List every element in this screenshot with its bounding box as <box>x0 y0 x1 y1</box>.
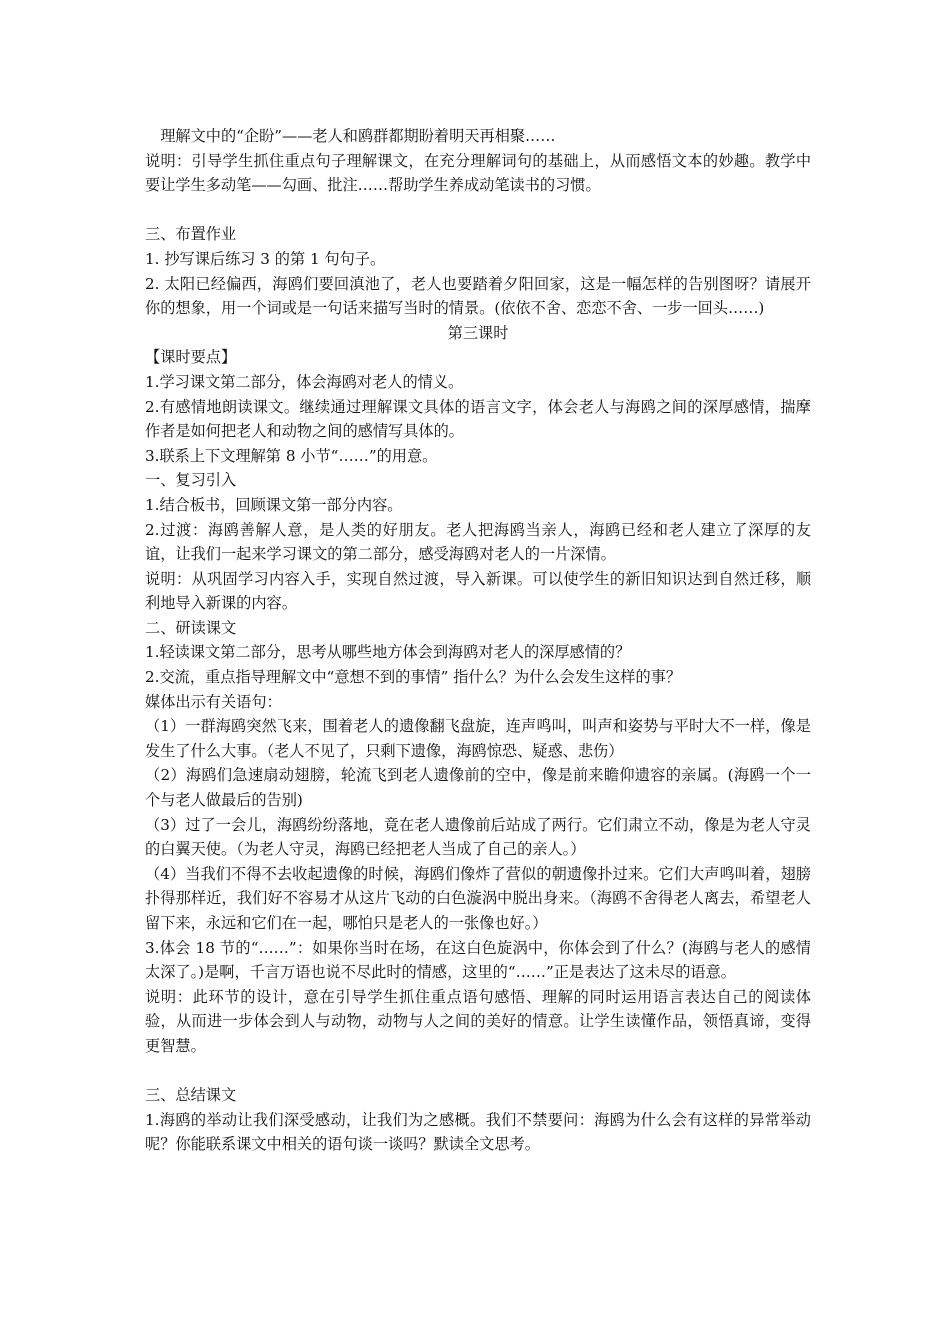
list-item: 1. 抄写课后练习 3 的第 1 句句子。 <box>145 249 386 268</box>
list-item: 2.过渡：海鸥善解人意，是人类的好朋友。老人把海鸥当亲人，海鸥已经和老人建立了深厚的友谊，让我们一起来学习课文的第二部分，感受海鸥对老人的一片深情。 <box>145 520 811 564</box>
list-item: 2.交流，重点指导理解文中“意想不到的事情” 指什么？为什么会发生这样的事？ <box>145 668 682 687</box>
list-item: 3.体会 18 节的“……”：如果你当时在场，在这白色旋涡中，你体会到了什么？(海鸥与老人的感情太深了。)是啊，千言万语也说不尽此时的情感，这里的“……”正是表达了这未尽的语意。 <box>145 938 811 982</box>
list-item: 2. 太阳已经偏西，海鸥们要回滇池了，老人也要踏着夕阳回家，这是一幅怎样的告别图呀？请展开你的想象，用一个词或是一句话来描写当时的情景。(依依不舍、恋恋不舍、一步一回头……) <box>145 274 811 318</box>
paragraph: 说明：此环节的设计，意在引导学生抓住重点语句感悟、理解的同时运用语言表达自己的阅读体验，从而进一步体会到人与动物，动物与人之间的美好的情意。让学生读懂作品，领悟真谛，变得更智慧。 <box>145 987 811 1055</box>
quoted-sentence: （3）过了一会儿，海鸥纷纷落地，竟在老人遗像前后站成了两行。它们肃立不动，像是为老人守灵的白翼天使。（为老人守灵，海鸥已经把老人当成了自己的亲人。） <box>145 815 811 859</box>
document-page <box>145 124 811 1157</box>
list-item: 1.海鸥的举动让我们深受感动，让我们为之感概。我们不禁要问：海鸥为什么会有这样的异常举动呢？你能联系课文中相关的语句谈一谈吗？默读全文思考。 <box>145 1110 811 1154</box>
section-heading: 三、布置作业 <box>145 225 237 244</box>
quoted-sentence: （1）一群海鸥突然飞来，围着老人的遗像翻飞盘旋，连声鸣叫，叫声和姿势与平时大不一样，像是发生了什么大事。（老人不见了，只剩下遗像，海鸥惊恐、疑惑、悲伤） <box>145 717 811 760</box>
section-heading: 【课时要点】 <box>145 348 237 367</box>
lesson-title: 第三课时 <box>447 323 509 342</box>
blank-line <box>145 1059 811 1084</box>
blank-line <box>145 198 811 223</box>
section-heading: 一、复习引入 <box>145 471 237 490</box>
paragraph: 理解文中的“企盼”——老人和鸥群都期盼着明天再相聚…… <box>160 127 556 145</box>
section-heading: 二、研读课文 <box>145 618 237 637</box>
paragraph: 说明：从巩固学习内容入手，实现自然过渡，导入新课。可以使学生的新旧知识达到自然迁移，顺利地导入新课的内容。 <box>145 569 811 613</box>
quoted-sentence: （4）当我们不得不去收起遗像的时候，海鸥们像炸了营似的朝遗像扑过来。它们大声鸣叫着，翅膀扑得那样近，我们好不容易才从这片飞动的白色漩涡中脱出身来。（海鸥不舍得老人离去，希望老人留下来，永远和它们在一起，哪怕只是老人的一张像也好。） <box>145 864 811 932</box>
list-item: 1.结合板书，回顾课文第一部分内容。 <box>145 495 403 514</box>
quoted-sentence: （2）海鸥们急速扇动翅膀，轮流飞到老人遗像前的空中，像是前来瞻仰遗容的亲属。(海鸥一个一个与老人做最后的告别) <box>145 766 811 810</box>
paragraph: 说明：引导学生抓住重点句子理解课文，在充分理解词句的基础上，从而感悟文本的妙趣。教学中要让学生多动笔——勾画、批注……帮助学生养成动笔读书的习惯。 <box>145 151 811 195</box>
list-item: 2.有感情地朗读课文。继续通过理解课文具体的语言文字，体会老人与海鸥之间的深厚感情，揣摩作者是如何把老人和动物之间的感情写具体的。 <box>145 397 811 441</box>
list-item: 1.学习课文第二部分，体会海鸥对老人的情义。 <box>145 372 464 391</box>
list-item: 3.联系上下文理解第 8 小节“……”的用意。 <box>145 446 438 465</box>
paragraph: 媒体出示有关语句： <box>145 692 282 711</box>
section-heading: 三、总结课文 <box>145 1086 237 1105</box>
list-item: 1.轻读课文第二部分，思考从哪些地方体会到海鸥对老人的深厚感情的？ <box>145 643 631 662</box>
